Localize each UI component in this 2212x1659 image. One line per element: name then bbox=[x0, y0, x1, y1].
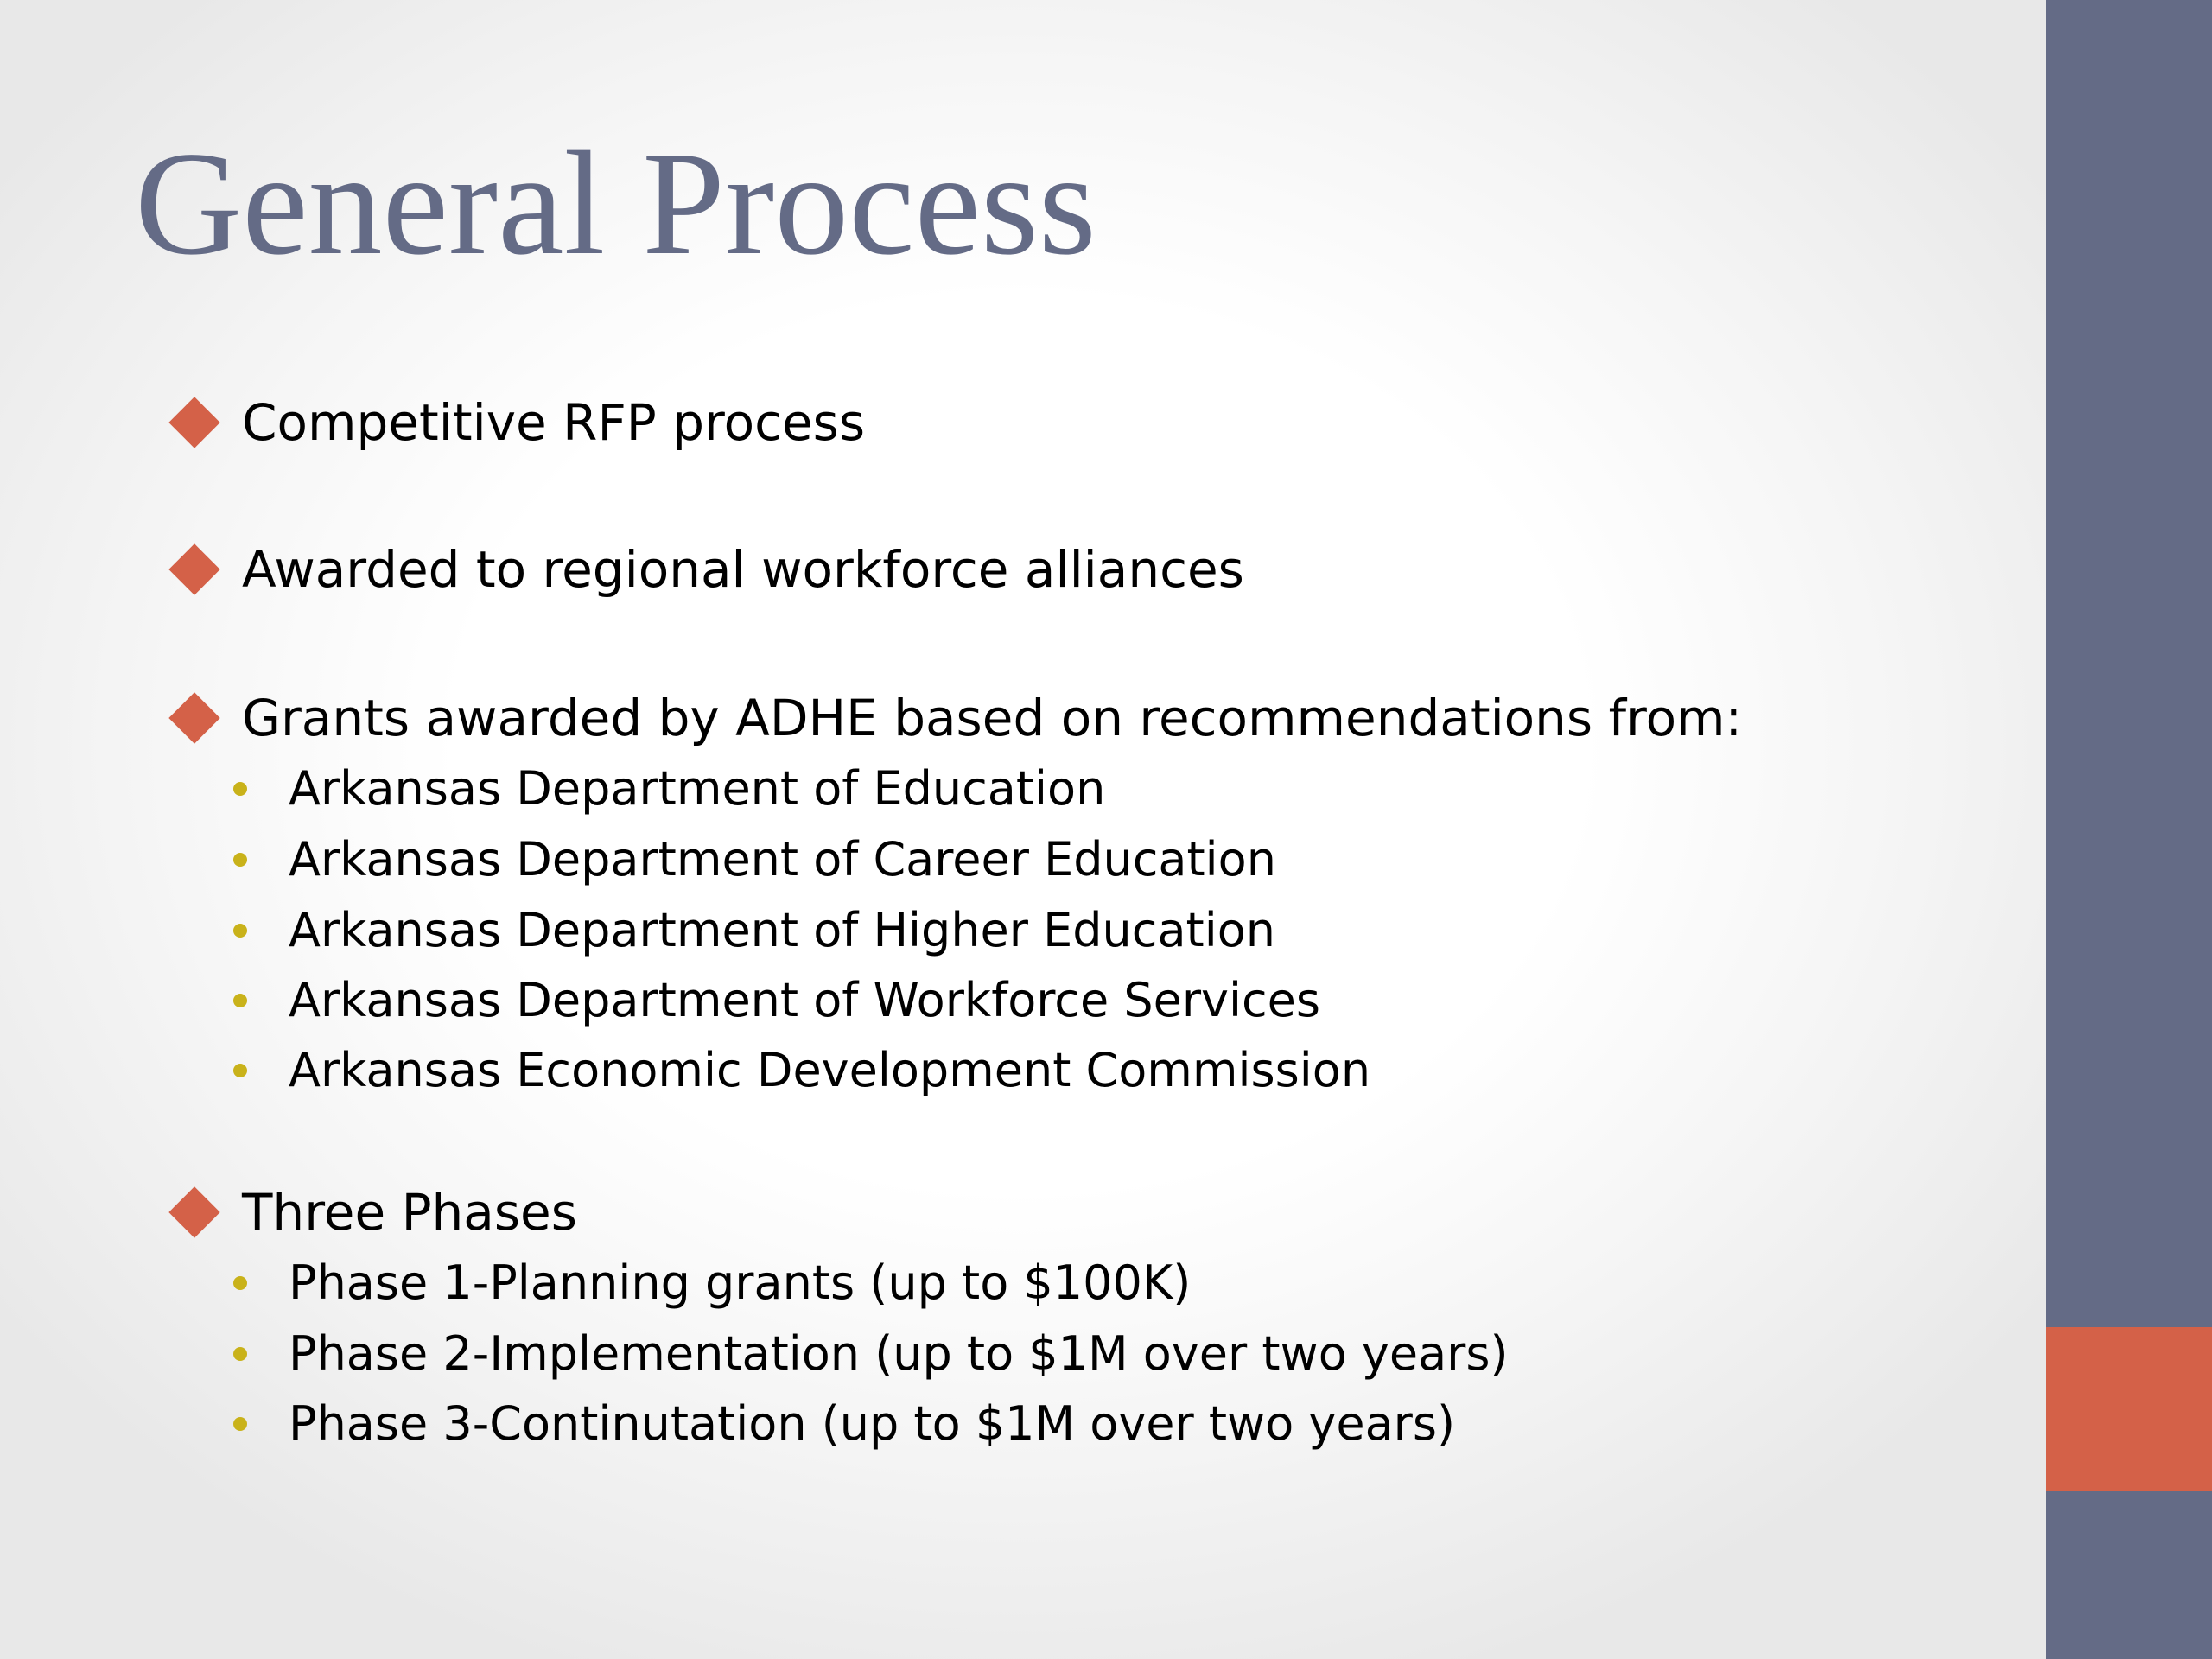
dot-bullet-icon bbox=[233, 1064, 247, 1077]
dot-bullet-icon bbox=[233, 782, 247, 796]
bullet-item bbox=[166, 689, 1743, 747]
bullet-text: Competitive RFP process bbox=[242, 393, 866, 452]
dot-bullet-icon bbox=[233, 1347, 247, 1361]
sub-bullet-text: Phase 3-Continutation (up to $1M over two years) bbox=[289, 1396, 1456, 1451]
dot-bullet-icon bbox=[233, 1417, 247, 1431]
diamond-bullet-icon bbox=[168, 397, 219, 448]
sub-bullet-text: Arkansas Department of Education bbox=[289, 761, 1106, 816]
sub-bullet-item bbox=[233, 761, 1106, 816]
bullet-text: Grants awarded by ADHE based on recommendations from: bbox=[242, 689, 1743, 747]
bullet-text: Awarded to regional workforce alliances bbox=[242, 540, 1244, 599]
sub-bullet-text: Phase 2-Implementation (up to $1M over two years) bbox=[289, 1326, 1509, 1381]
sub-bullet-text: Arkansas Department of Workforce Services bbox=[289, 973, 1321, 1027]
sub-bullet-item bbox=[233, 1326, 1509, 1381]
dot-bullet-icon bbox=[233, 924, 247, 938]
sub-bullet-item bbox=[233, 1255, 1192, 1310]
sub-bullet-item bbox=[233, 903, 1275, 957]
dot-bullet-icon bbox=[233, 1276, 247, 1290]
slide-title: General Process bbox=[135, 122, 1096, 286]
bullet-item bbox=[166, 393, 866, 452]
sub-bullet-text: Arkansas Department of Higher Education bbox=[289, 903, 1275, 957]
bullet-item bbox=[166, 540, 1244, 599]
dot-bullet-icon bbox=[233, 994, 247, 1007]
sub-bullet-item bbox=[233, 973, 1321, 1027]
sub-bullet-item bbox=[233, 1043, 1371, 1097]
sub-bullet-text: Arkansas Economic Development Commission bbox=[289, 1043, 1371, 1097]
sub-bullet-text: Arkansas Department of Career Education bbox=[289, 832, 1276, 887]
bullet-text: Three Phases bbox=[242, 1183, 577, 1242]
diamond-bullet-icon bbox=[168, 1186, 219, 1237]
sidebar-accent-block bbox=[2046, 1327, 2212, 1491]
dot-bullet-icon bbox=[233, 853, 247, 867]
diamond-bullet-icon bbox=[168, 692, 219, 743]
sub-bullet-text: Phase 1-Planning grants (up to $100K) bbox=[289, 1255, 1192, 1310]
sub-bullet-item bbox=[233, 832, 1276, 887]
bullet-item bbox=[166, 1183, 577, 1242]
diamond-bullet-icon bbox=[168, 543, 219, 594]
sub-bullet-item bbox=[233, 1396, 1456, 1451]
